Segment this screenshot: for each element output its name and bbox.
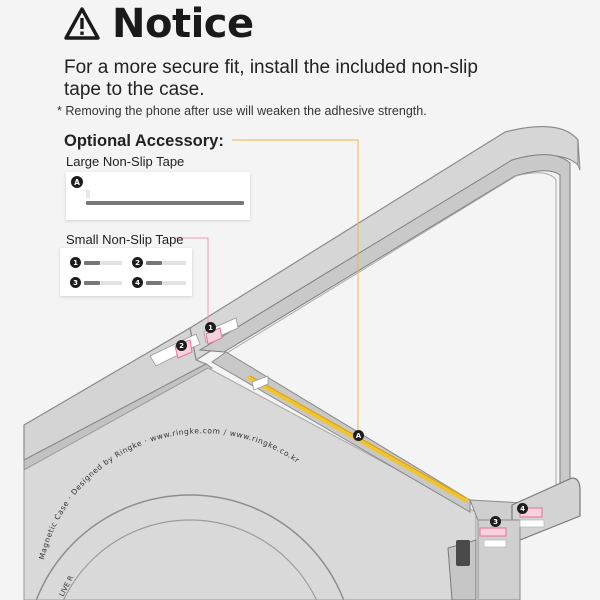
notice-header [64,2,254,46]
small-tape-label: Small Non-Slip Tape [66,232,184,247]
small-tape-badge-2: 2 [132,257,143,268]
large-tape-strip [86,201,244,205]
small-tape-badge-1: 1 [70,257,81,268]
footnote-text: * Removing the phone after use will weaken the adhesive strength. [57,104,427,118]
ring-text [37,426,301,560]
small-tape-strip-2 [146,261,162,265]
marker-4: 4 [517,503,528,514]
large-tape-tab [86,190,90,198]
instruction-text: For a more secure fit, install the included non-slip tape to the case. [64,57,478,100]
marker-2: 2 [176,340,187,351]
ring-text-path: Magnetic Case · Designed by Ringke · www.ringke.com / www.ringke.co.kr [37,426,302,561]
ring-text-lower: LIVE R [57,574,76,598]
small-tape-badge-3: 3 [70,277,81,288]
small-tape-liner-4 [162,281,186,285]
large-tape-card [66,172,250,220]
small-tape-liner-2 [162,261,186,265]
small-tape-card [60,248,192,296]
small-tape-liner-3 [100,281,122,285]
warning-icon [64,7,100,41]
large-tape-badge: A [71,176,83,188]
marker-1: 1 [205,322,216,333]
small-tape-badge-4: 4 [132,277,143,288]
marker-a: A [353,430,364,441]
accessory-heading: Optional Accessory: [64,132,224,150]
small-tape-strip-1 [84,261,100,265]
page-title: Notice [112,1,254,47]
small-tape-strip-4 [146,281,162,285]
marker-3: 3 [490,516,501,527]
small-tape-liner-1 [100,261,122,265]
small-tape-strip-3 [84,281,100,285]
large-tape-label: Large Non-Slip Tape [66,154,185,169]
